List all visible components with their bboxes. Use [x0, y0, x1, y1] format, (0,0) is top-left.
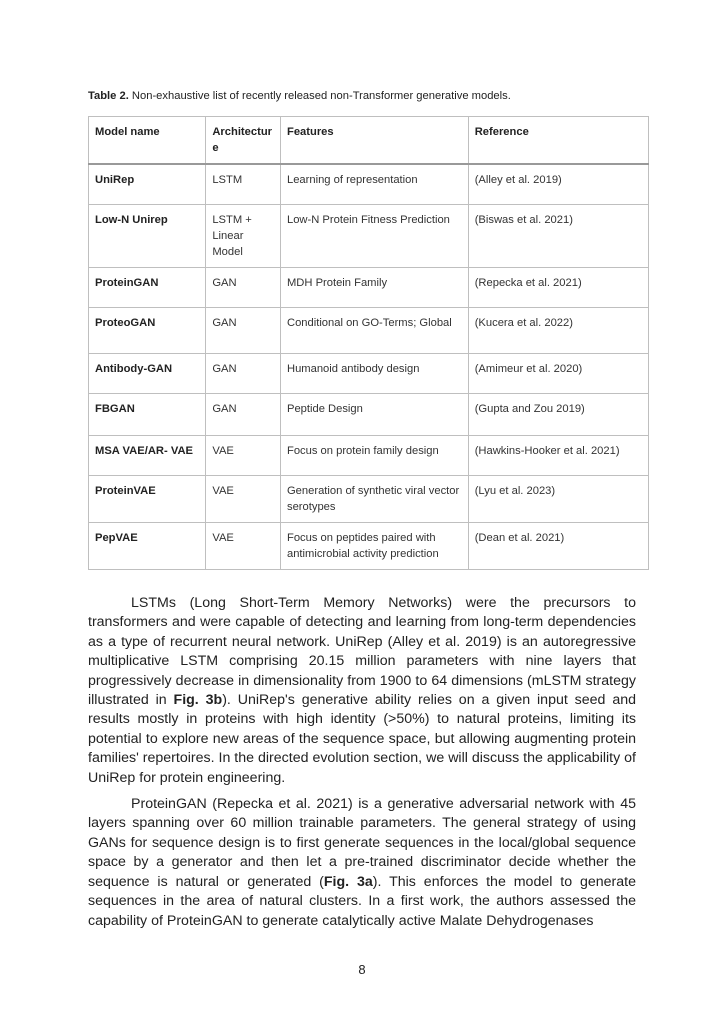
- page-number: 8: [358, 962, 366, 977]
- body-text: [88, 594, 636, 938]
- cell-features: Humanoid antibody design: [280, 353, 468, 393]
- cell-features: Focus on protein family design: [280, 435, 468, 475]
- cell-reference: (Biswas et al. 2021): [468, 204, 648, 267]
- paragraph-proteingan-text-b: ). This enforces the model to generate sequences in the area of natural clusters. In a first work, the authors assessed the capability of ProteinGAN to generate catalytically active Malate Dehydrogenases: [88, 873, 637, 929]
- table-row: [89, 522, 649, 569]
- cell-architecture: GAN: [206, 267, 281, 307]
- cell-features: Generation of synthetic viral vector serotypes: [280, 475, 468, 522]
- cell-model-name: UniRep: [89, 164, 206, 204]
- cell-features: Learning of representation: [280, 164, 468, 204]
- header-model-name: Model name: [89, 117, 206, 165]
- cell-model-name: PepVAE: [89, 522, 206, 569]
- cell-model-name: MSA VAE/AR- VAE: [89, 435, 206, 475]
- cell-reference: (Gupta and Zou 2019): [468, 393, 648, 435]
- table-caption: [88, 89, 648, 103]
- table-row: [89, 435, 649, 475]
- figure-ref-3b: Fig. 3b: [173, 692, 223, 709]
- table-row: [89, 353, 649, 393]
- cell-reference: (Alley et al. 2019): [468, 164, 648, 204]
- cell-reference: (Kucera et al. 2022): [468, 307, 648, 353]
- cell-reference: (Dean et al. 2021): [468, 522, 648, 569]
- models-table: [88, 116, 649, 570]
- table-caption-label: Table 2.: [88, 90, 129, 102]
- cell-model-name: Antibody-GAN: [89, 353, 206, 393]
- table-row: [89, 307, 649, 353]
- cell-reference: (Repecka et al. 2021): [468, 267, 648, 307]
- cell-features: MDH Protein Family: [280, 267, 468, 307]
- table-header-row: [89, 117, 649, 165]
- cell-model-name: ProteinGAN: [89, 267, 206, 307]
- table-row: [89, 204, 649, 267]
- cell-architecture: VAE: [206, 522, 281, 569]
- cell-architecture: GAN: [206, 353, 281, 393]
- cell-model-name: ProteinVAE: [89, 475, 206, 522]
- cell-reference: (Hawkins-Hooker et al. 2021): [468, 435, 648, 475]
- cell-reference: (Lyu et al. 2023): [468, 475, 648, 522]
- cell-architecture: LSTM + Linear Model: [206, 204, 281, 267]
- cell-features: Focus on peptides paired with antimicrobial activity prediction: [280, 522, 468, 569]
- cell-architecture: LSTM: [206, 164, 281, 204]
- cell-architecture: GAN: [206, 393, 281, 435]
- cell-features: Conditional on GO-Terms; Global: [280, 307, 468, 353]
- table-caption-text: Non-exhaustive list of recently released non-Transformer generative models.: [128, 90, 511, 102]
- table-row: [89, 393, 649, 435]
- cell-architecture: VAE: [206, 435, 281, 475]
- cell-architecture: VAE: [206, 475, 281, 522]
- paragraph-proteingan-text-a: ProteinGAN (Repecka et al. 2021) is a generative adversarial network with 45 layers spanning over 60 million trainable parameters. The general strategy of using GANs for sequence design is to first generate sequences in the local/global sequence space by a generator and then let a pre-trained discriminator decide whether the sequence is natural or generated (: [88, 796, 636, 890]
- paragraph-lstm-text-a: LSTMs (Long Short-Term Memory Networks) were the precursors to transformers and were capable of detecting and learning from long-term dependencies as a type of recurrent neural network. UniRep (Alley et al. 2019) is an autoregressive multiplicative LSTM comprising 20.15 million parameters with nine layers that progressively decrease in dimensionality from 1900 to 64 dimensions (mLSTM strategy illustrated in: [88, 595, 636, 709]
- figure-ref-3a: Fig. 3a: [323, 873, 373, 890]
- header-features: Features: [280, 117, 468, 165]
- cell-features: Peptide Design: [280, 393, 468, 435]
- table-row: [89, 267, 649, 307]
- cell-reference: (Amimeur et al. 2020): [468, 353, 648, 393]
- cell-architecture: GAN: [206, 307, 281, 353]
- cell-model-name: FBGAN: [89, 393, 206, 435]
- header-reference: Reference: [468, 117, 648, 165]
- table-row: [89, 475, 649, 522]
- cell-model-name: Low-N Unirep: [89, 204, 206, 267]
- paragraph-proteingan: [88, 795, 636, 931]
- table-row: [89, 164, 649, 204]
- cell-model-name: ProteoGAN: [89, 307, 206, 353]
- cell-features: Low-N Protein Fitness Prediction: [280, 204, 468, 267]
- header-architecture: Architecture: [206, 117, 281, 165]
- paragraph-lstm-text-b: ). UniRep's generative ability relies on a given input seed and results mostly in proteins with high identity (>50%) to natural proteins, limiting its potential to explore new areas of the sequence space, but allowing augmenting protein families' repertoires. In the directed evolution section, we will discuss the applicability of UniRep for protein engineering.: [88, 692, 636, 786]
- paragraph-lstm: [88, 594, 636, 788]
